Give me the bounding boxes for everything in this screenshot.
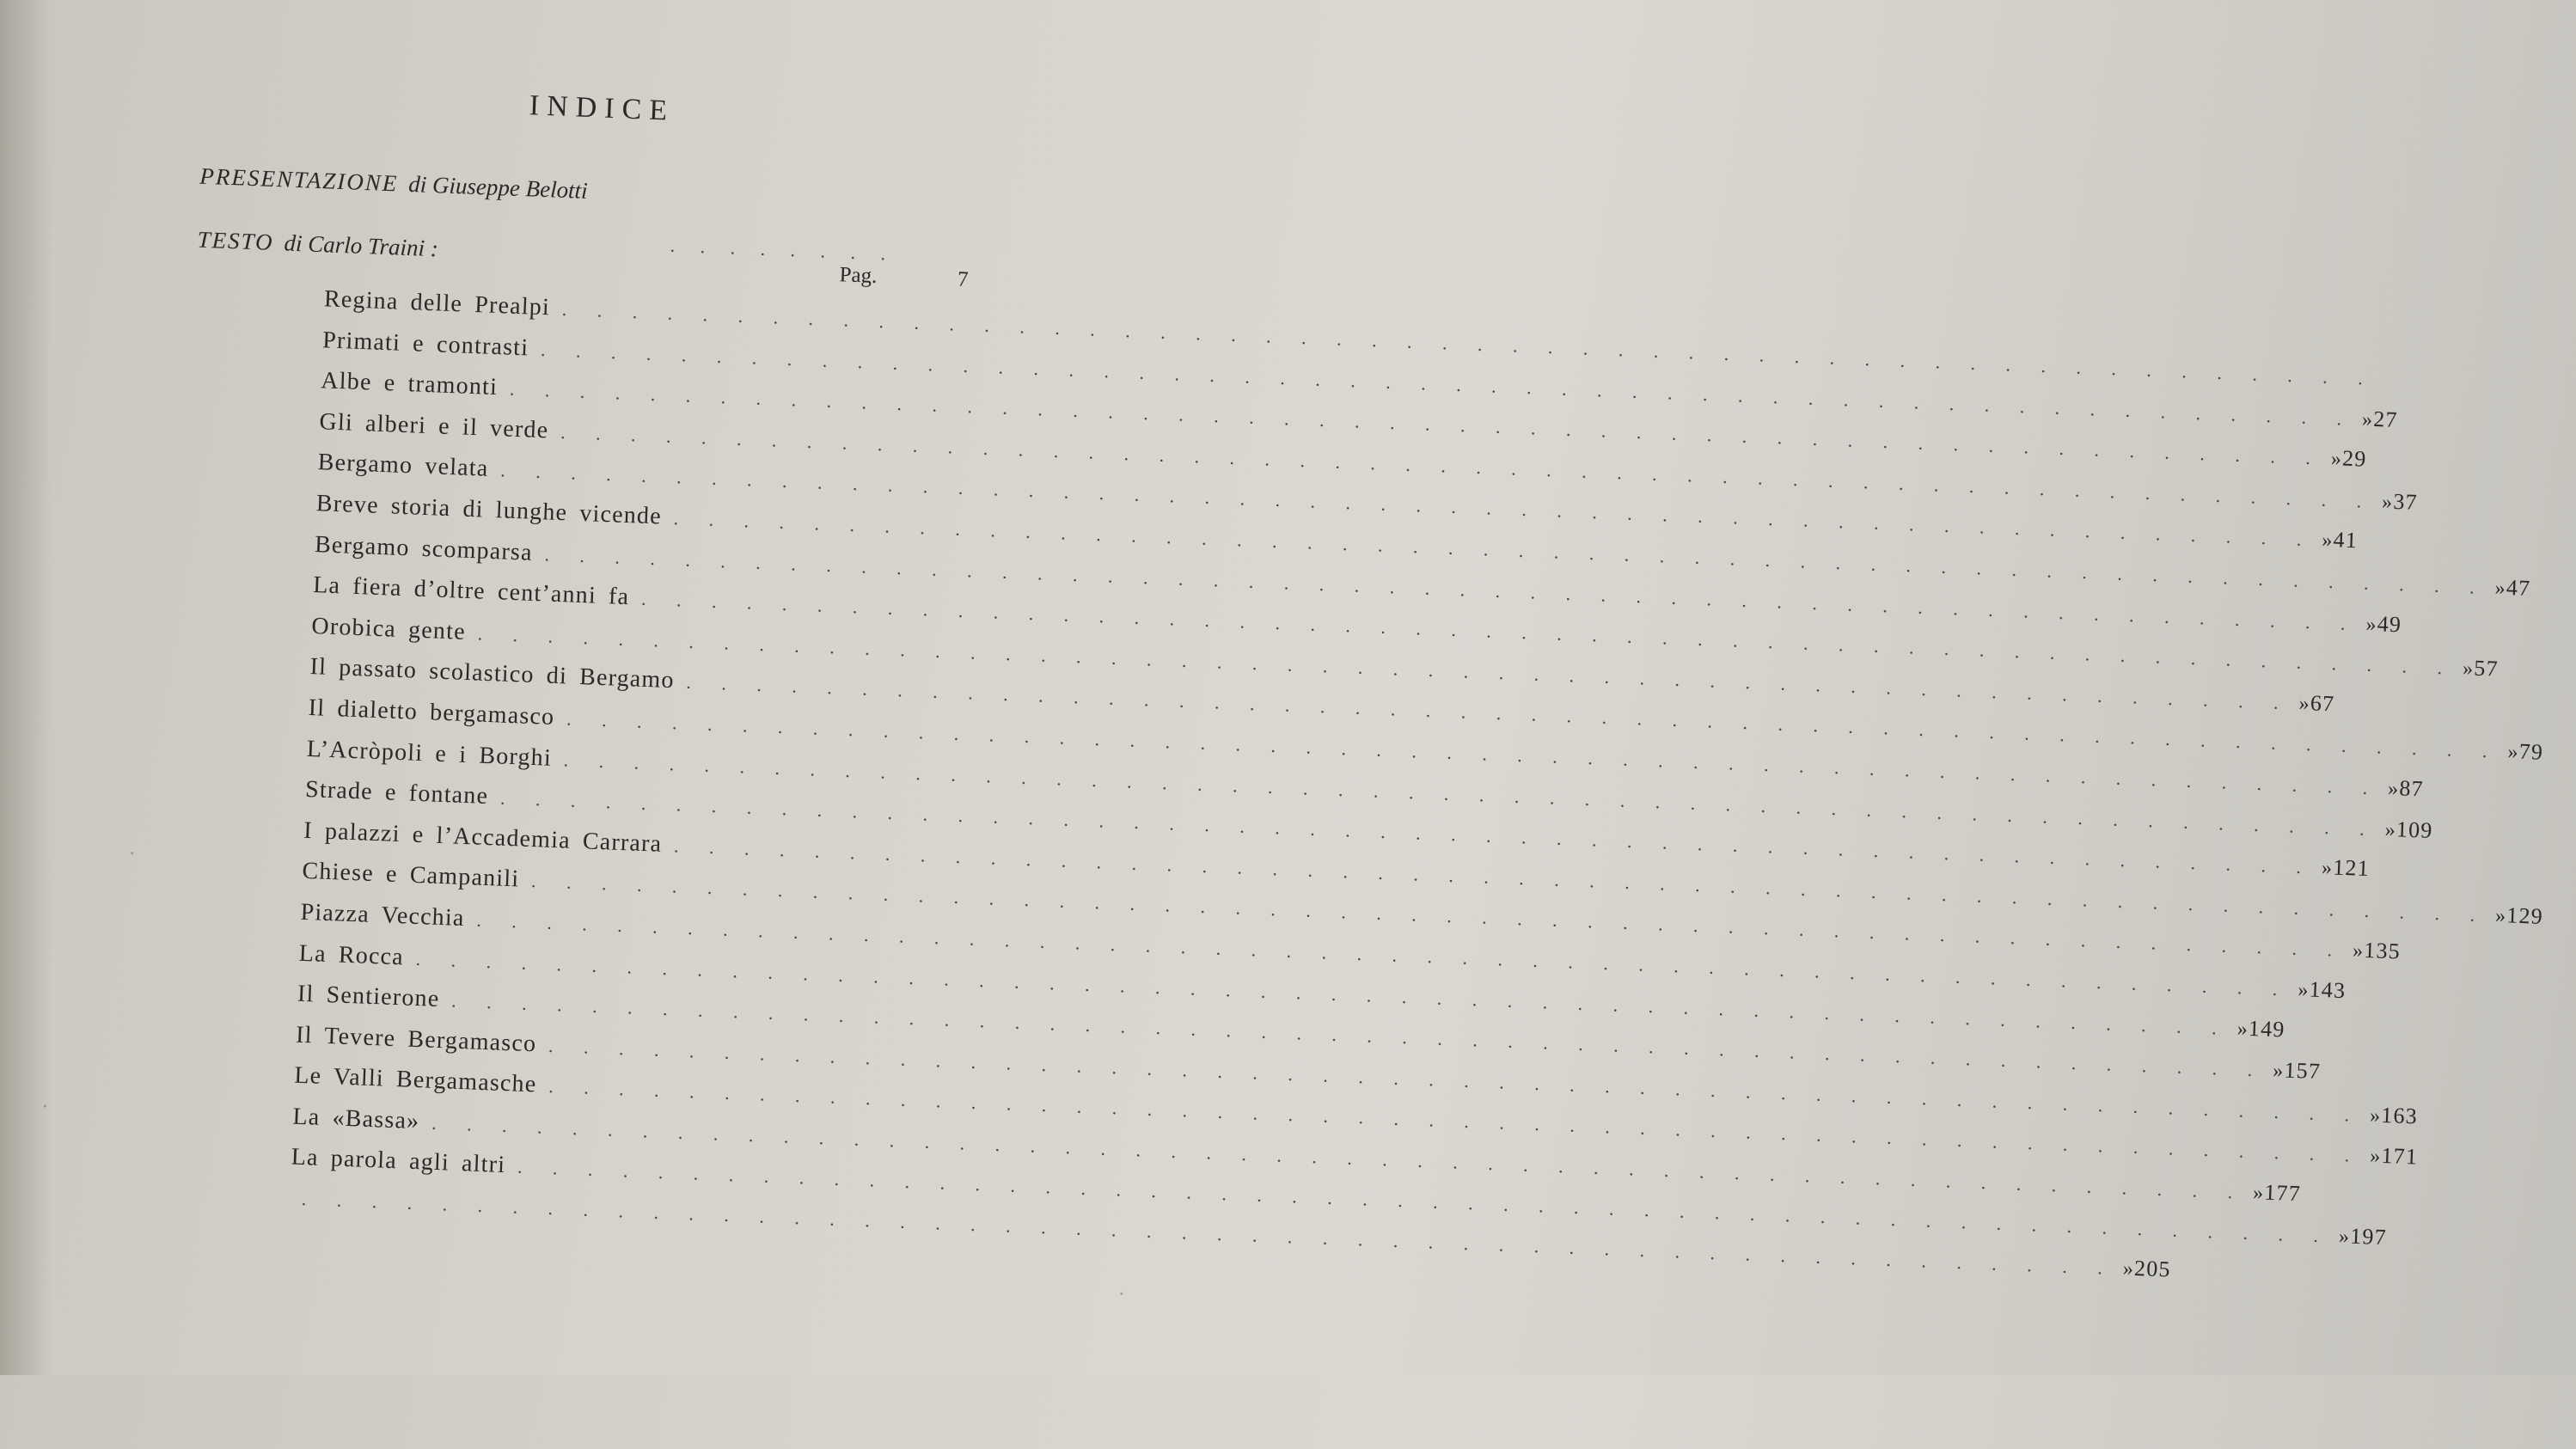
- toc-entry-page: 129: [2506, 902, 2544, 929]
- presentazione-label: PRESENTAZIONE: [199, 162, 399, 197]
- toc-entry-title: La «Bassa»: [291, 1103, 420, 1135]
- ditto-mark: »: [2352, 939, 2365, 963]
- ditto-mark: »: [2361, 407, 2374, 431]
- toc-entry-title: Regina delle Prealpi: [323, 285, 551, 321]
- toc-entry-page: 41: [2333, 527, 2359, 553]
- toc-entry-page: 79: [2518, 739, 2544, 766]
- ditto-mark: »: [2369, 1145, 2382, 1169]
- ditto-mark: »: [2321, 529, 2334, 553]
- presentazione-author: di Giuseppe Belotti: [407, 170, 589, 204]
- toc-entry-page: 171: [2380, 1143, 2419, 1170]
- ditto-mark: »: [2494, 577, 2507, 600]
- toc-entry-title: Albe e tramonti: [320, 367, 499, 401]
- ditto-mark: »: [2381, 491, 2394, 514]
- ditto-mark: »: [2272, 1060, 2285, 1083]
- toc-entry-page: 205: [2133, 1256, 2172, 1282]
- toc-entry-title: Bergamo scomparsa: [314, 530, 534, 566]
- ditto-mark: »: [2297, 978, 2310, 1002]
- ditto-mark: »: [2338, 1226, 2351, 1250]
- pag-label: Pag.: [839, 263, 878, 288]
- testo-page-ref: [839, 263, 969, 292]
- toc-entry-page: 27: [2372, 406, 2399, 432]
- ditto-mark: »: [2236, 1017, 2249, 1041]
- toc-entry-page: 121: [2332, 854, 2371, 882]
- ditto-mark: »: [2330, 448, 2343, 471]
- toc-entry-title: Primati e contrasti: [321, 326, 529, 362]
- toc-entry-title: Piazza Vecchia: [300, 898, 466, 932]
- ditto-mark: »: [2365, 613, 2378, 636]
- presentazione-row: [199, 163, 939, 226]
- toc-entry-title: Il Tevere Bergamasco: [295, 1021, 537, 1058]
- ditto-mark: »: [2387, 777, 2400, 801]
- toc-entry-title: La parola agli altri: [291, 1144, 506, 1179]
- toc-entry-title: La fiera d’oltre cent’anni fa: [312, 572, 630, 611]
- ditto-mark: »: [2494, 904, 2507, 927]
- testo-author: di Carlo Traini :: [284, 229, 439, 262]
- toc-entry-title: I palazzi e l’Accademia Carrara: [303, 816, 663, 858]
- paper-speck: [131, 852, 133, 854]
- toc-entry-page: 177: [2263, 1179, 2302, 1207]
- ditto-mark: »: [2252, 1182, 2265, 1205]
- toc-entry-title: Strade e fontane: [304, 775, 489, 810]
- toc-entry-title: Il passato scolastico di Bergamo: [309, 653, 676, 694]
- toc-entry-title: La Rocca: [298, 939, 405, 970]
- toc-list: [289, 285, 2544, 1282]
- toc-entry-title: Gli alberi e il verde: [319, 407, 549, 444]
- testo-label: TESTO: [197, 226, 275, 255]
- presentazione-leader-dots: . . . . . . . .: [670, 234, 896, 265]
- toc-entry-page: 47: [2506, 574, 2531, 602]
- ditto-mark: »: [2298, 692, 2311, 716]
- ditto-mark: »: [2369, 1104, 2382, 1128]
- toc-entry-page: 29: [2341, 445, 2368, 472]
- toc-entry-page: 87: [2398, 775, 2425, 802]
- toc-entry-title: Breve storia di lunghe vicende: [315, 490, 663, 530]
- toc-entry-page: 57: [2473, 655, 2500, 682]
- toc-entry-title: Il dialetto bergamasco: [308, 694, 555, 731]
- paper-speck: [1120, 1293, 1123, 1295]
- ditto-mark: »: [2507, 741, 2520, 765]
- toc-entry-title: Le Valli Bergamasche: [293, 1061, 538, 1098]
- toc-entry-title: L’Acròpoli e i Borghi: [306, 735, 553, 772]
- ditto-mark: »: [2122, 1257, 2135, 1281]
- ditto-mark: »: [2321, 857, 2334, 880]
- toc-entry-page: 143: [2309, 976, 2347, 1004]
- toc-entry-page: 163: [2380, 1102, 2419, 1129]
- toc-entry-page: 37: [2392, 488, 2419, 515]
- toc-entry-page: 109: [2395, 816, 2434, 843]
- toc-entry-page: 67: [2310, 690, 2335, 717]
- toc-entry-page: 157: [2283, 1057, 2322, 1085]
- paper-speck: [44, 1104, 46, 1107]
- page-title: INDICE: [529, 89, 676, 127]
- toc-entry-title: Bergamo velata: [317, 449, 490, 483]
- toc-entry-page: 197: [2349, 1224, 2388, 1250]
- toc-entry-title: Chiese e Campanili: [301, 858, 520, 893]
- ditto-mark: »: [2462, 657, 2475, 681]
- toc-entry-page: 149: [2248, 1015, 2286, 1042]
- toc-entry-title: Orobica gente: [310, 612, 467, 645]
- toc-entry-page: 49: [2377, 610, 2402, 637]
- toc-entry-page: 135: [2363, 938, 2402, 964]
- testo-row: [197, 227, 937, 290]
- toc-entry-title: Il Sentierone: [297, 980, 440, 1013]
- ditto-mark: »: [2384, 818, 2397, 841]
- testo-page-number: 7: [957, 267, 970, 292]
